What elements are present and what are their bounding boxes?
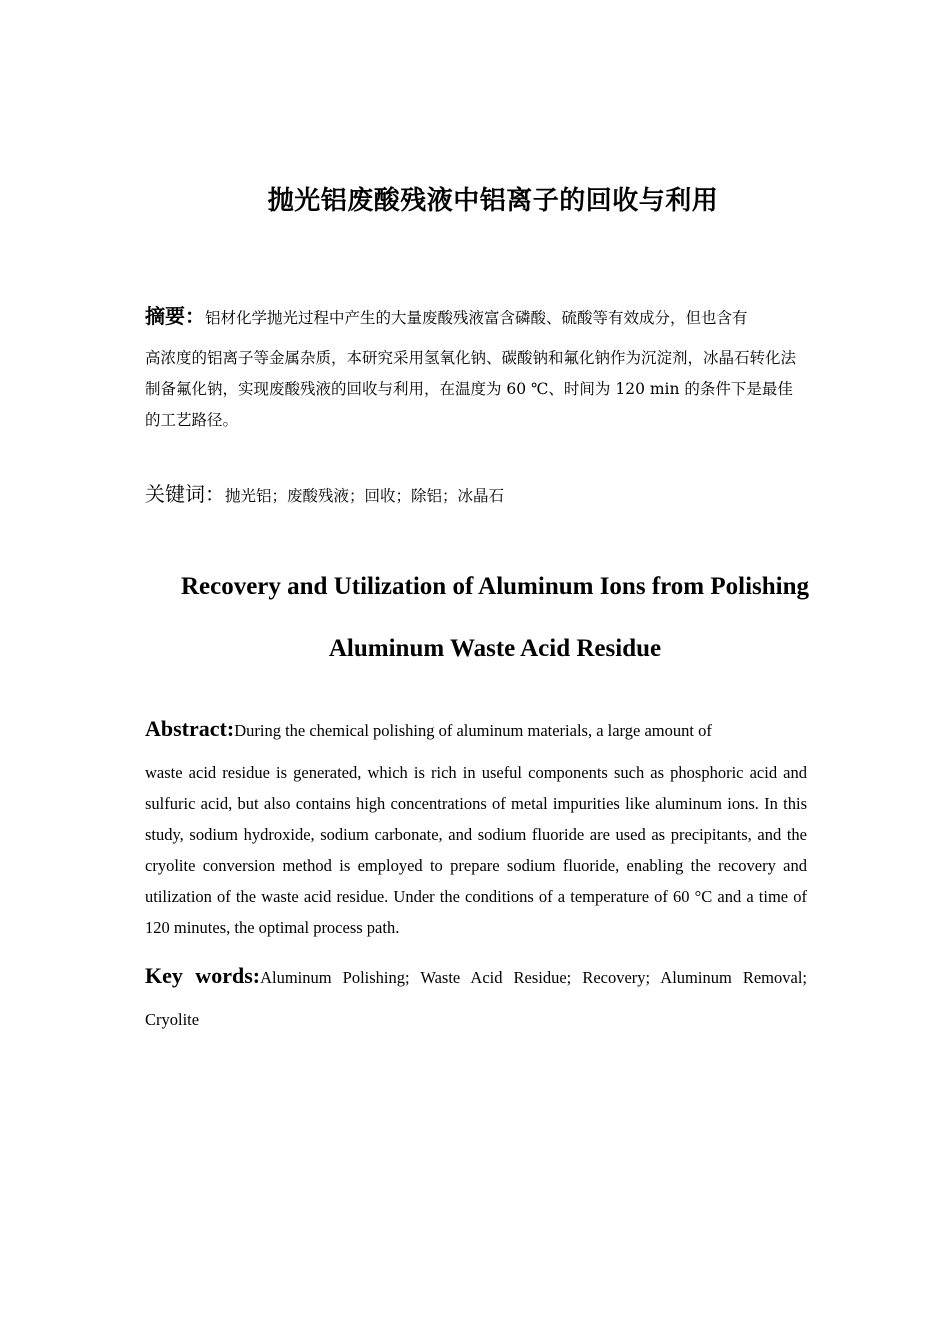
english-abstract-body: waste acid residue is generated, which is rich in useful components such as phosphoric acid and sulfuric acid, but also contains high concentrations of metal impurities like aluminum ions. In this study, sodium hydroxide, sodium carbonate, and sodium fluoride are used as precipitants, and the cryolite conversion method is employed to prepare sodium fluoride, enabling the recovery and utilization of the waste acid residue. Under the conditions of a temperature of 60 °C and a time of 120 minutes, the optimal process path. (145, 763, 807, 937)
chinese-keywords-text: 抛光铝；废酸残液；回收；除铝；冰晶石 (225, 487, 505, 505)
chinese-abstract-body: 高浓度的铝离子等金属杂质，本研究采用氢氧化钠、碳酸钠和氟化钠作为沉淀剂，冰晶石转化法制备氟化钠，实现废酸残液的回收与利用，在温度为 60 ℃、时间为 120 min 的条件下是最佳的工艺路径。 (145, 349, 797, 429)
chinese-title: 抛光铝废酸残液中铝离子的回收与利用 (267, 186, 719, 216)
english-abstract-first-line (145, 713, 807, 746)
chinese-abstract-label: 摘要： (145, 304, 205, 328)
english-title (145, 556, 845, 680)
chinese-abstract-first-line (145, 301, 807, 334)
chinese-abstract-first-text: 铝材化学抛光过程中产生的大量废酸残液富含磷酸、硫酸等有效成分，但也含有 (205, 309, 748, 327)
english-title-line-1: Recovery and Utilization of Aluminum Ions from Polishing (180, 573, 810, 600)
english-abstract-first-text: During the chemical polishing of aluminum materials, a large amount of (234, 721, 712, 740)
english-keywords (145, 955, 807, 1041)
english-keywords-label: Key words: (145, 963, 261, 988)
english-abstract-label: Abstract: (145, 716, 235, 741)
chinese-keywords (145, 478, 807, 507)
english-title-line-2: Aluminum Waste Acid Residue (328, 635, 662, 662)
english-keywords-text: Aluminum Polishing; Waste Acid Residue; Recovery; Aluminum Removal; Cryolite (145, 968, 807, 1029)
chinese-keywords-label: 关键词： (145, 482, 225, 506)
english-abstract (145, 713, 807, 943)
chinese-abstract (145, 301, 807, 436)
